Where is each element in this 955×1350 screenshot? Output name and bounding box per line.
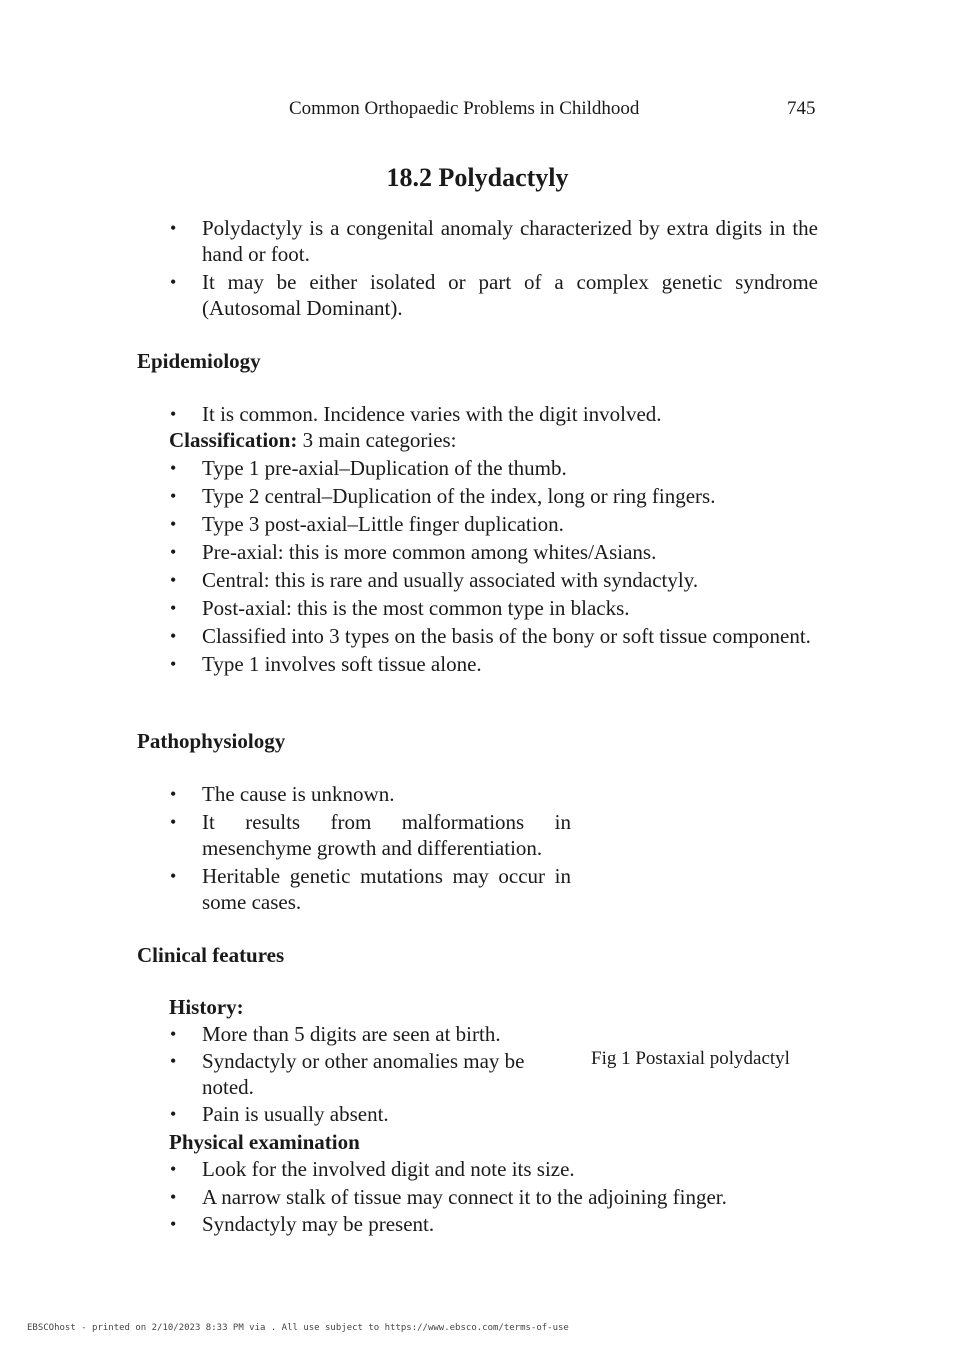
classification-item: • Post-axial: this is the most common type in blacks. (137, 595, 818, 621)
classification-item: • Type 1 involves soft tissue alone. (137, 651, 818, 677)
page-number: 745 (787, 98, 816, 119)
pathophysiology-heading: Pathophysiology (137, 729, 286, 753)
history-item: • Syndactyly or other anomalies may be noted. (137, 1048, 537, 1100)
pathophysiology-item: • It results from malformations in mesenchyme growth and differentiation. (137, 809, 571, 861)
figure-caption: Fig 1 Postaxial polydactyl (591, 1048, 790, 1069)
physical-examination-heading: Physical examination (169, 1130, 360, 1154)
exam-item: • Syndactyly may be present. (137, 1211, 818, 1237)
classification-list (137, 455, 818, 677)
running-header-title: Common Orthopaedic Problems in Childhood (289, 98, 640, 119)
intro-list (137, 215, 818, 321)
pathophysiology-list (137, 781, 571, 915)
exam-item: • A narrow stalk of tissue may connect it to the adjoining finger. (137, 1184, 818, 1210)
exam-list (137, 1156, 818, 1237)
intro-item-1: • Polydactyly is a congenital anomaly characterized by extra digits in the hand or foot. (137, 215, 818, 267)
classification-text: 3 main categories: (297, 428, 457, 452)
classification-line (169, 427, 457, 453)
intro-item-2: • It may be either isolated or part of a complex genetic syndrome (Autosomal Dominant). (137, 269, 818, 321)
history-item: • Pain is usually absent. (137, 1101, 537, 1127)
classification-label: Classification: (169, 428, 298, 452)
epidemiology-list-first (137, 401, 818, 427)
pathophysiology-item: • The cause is unknown. (137, 781, 571, 807)
history-list (137, 1021, 537, 1127)
history-item: • More than 5 digits are seen at birth. (137, 1021, 537, 1047)
pathophysiology-item: • Heritable genetic mutations may occur in some cases. (137, 863, 571, 915)
classification-item: • Type 2 central–Duplication of the index, long or ring fingers. (137, 483, 818, 509)
history-heading: History: (169, 995, 244, 1019)
classification-item: • Classified into 3 types on the basis of the bony or soft tissue component. (137, 623, 818, 649)
section-title: 18.2 Polydactyly (386, 163, 569, 192)
classification-item: • Type 3 post-axial–Little finger duplication. (137, 511, 818, 537)
classification-item: • Central: this is rare and usually associated with syndactyly. (137, 567, 818, 593)
classification-item: • Pre-axial: this is more common among whites/Asians. (137, 539, 818, 565)
epidemiology-heading: Epidemiology (137, 349, 261, 373)
epidemiology-item-1: • It is common. Incidence varies with the digit involved. (137, 401, 818, 427)
print-footer: EBSCOhost - printed on 2/10/2023 8:33 PM via . All use subject to https://www.ebsco.com/terms-of-use (27, 1323, 569, 1333)
exam-item: • Look for the involved digit and note its size. (137, 1156, 818, 1182)
classification-item: • Type 1 pre-axial–Duplication of the thumb. (137, 455, 818, 481)
clinical-features-heading: Clinical features (137, 943, 285, 967)
